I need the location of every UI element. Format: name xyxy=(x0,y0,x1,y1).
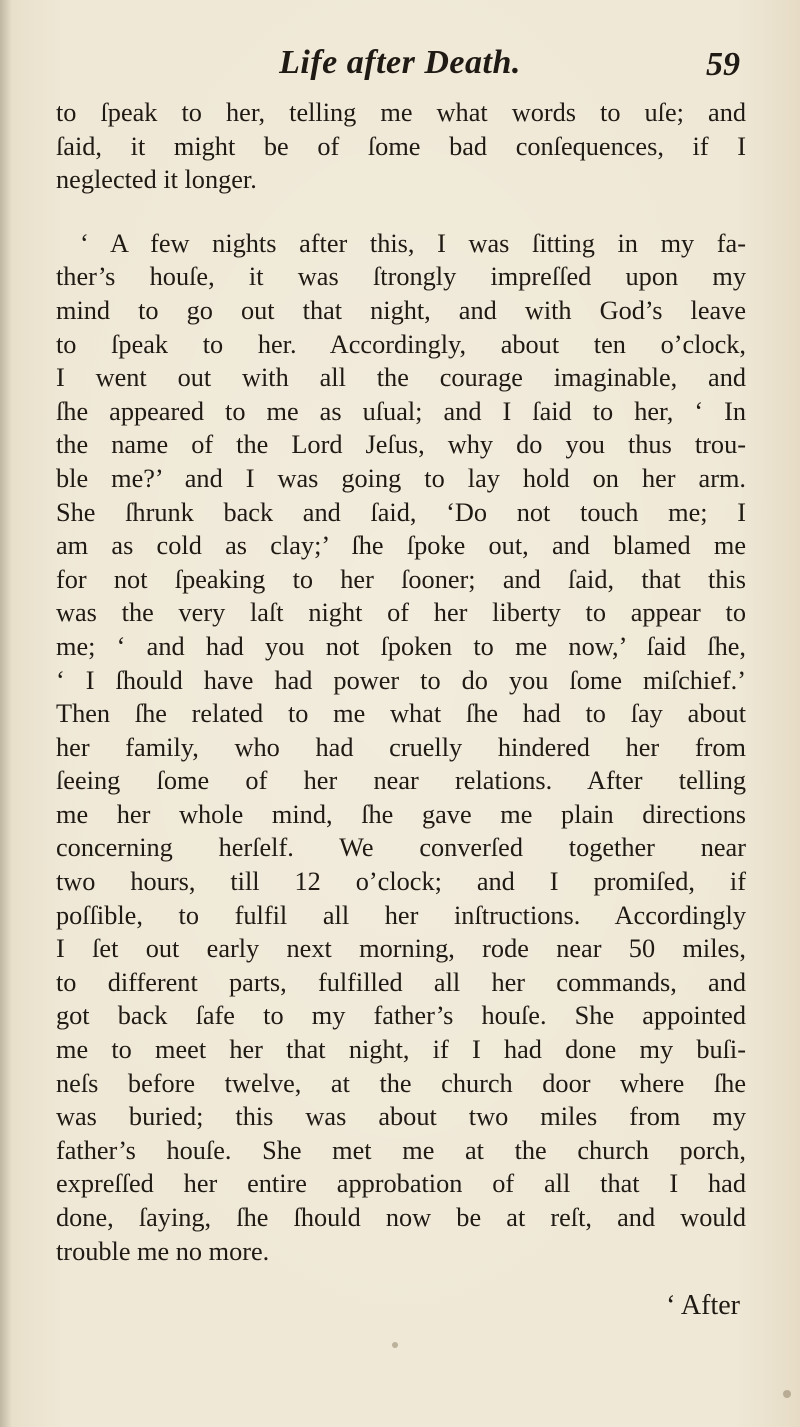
text-line: I ſet out early next morning, rode near 50 miles, xyxy=(56,934,746,964)
text-line: ‘ I ſhould have had power to do you ſome miſchief.’ xyxy=(56,665,746,695)
text-line: to ſpeak to her. Accordingly, about ten o’clock, xyxy=(56,329,746,359)
text-line: Then ſhe related to me what ſhe had to ſay about xyxy=(56,699,746,729)
text-line: to ſpeak to her, telling me what words to uſe; and xyxy=(56,98,746,127)
text-line: me to meet her that night, if I had done my buſi- xyxy=(56,1035,746,1065)
text-line: neſs before twelve, at the church door where ſhe xyxy=(56,1068,746,1098)
text-line: concerning herſelf. We converſed together near xyxy=(56,833,746,863)
text-line: her family, who had cruelly hindered her from xyxy=(56,732,746,762)
text-line: father’s houſe. She met me at the church porch, xyxy=(56,1135,746,1165)
text-line: for not ſpeaking to her ſooner; and ſaid, that this xyxy=(56,564,746,594)
text-line: neglected it longer. xyxy=(56,165,257,195)
text-line: got back ſafe to my father’s houſe. She appointed xyxy=(56,1001,746,1031)
paragraph-2 xyxy=(56,227,746,1268)
catchword: ‘ After xyxy=(666,1290,740,1321)
text-line: trouble me no more. xyxy=(56,1236,270,1266)
page-gutter-shadow xyxy=(0,0,12,1427)
text-line: ‘ A few nights after this, I was ſitting in my fa- xyxy=(80,228,746,258)
text-line: poſſible, to fulfil all her inſtructions. Accordingly xyxy=(56,900,746,930)
text-line: me; ‘ and had you not ſpoken to me now,’ ſaid ſhe, xyxy=(56,631,746,661)
text-line: ſeeing ſome of her near relations. After telling xyxy=(56,766,746,796)
text-line: to different parts, fulfilled all her commands, and xyxy=(56,967,746,997)
body-text xyxy=(56,96,746,1268)
paper-speck xyxy=(783,1390,791,1398)
text-line: was the very laſt night of her liberty to appear to xyxy=(56,598,746,628)
running-head xyxy=(0,44,800,94)
text-line: ther’s houſe, it was ſtrongly impreſſed upon my xyxy=(56,262,746,292)
text-line: am as cold as clay;’ ſhe ſpoke out, and blamed me xyxy=(56,531,746,561)
text-line: done, ſaying, ſhe ſhould now be at reſt, and would xyxy=(56,1203,746,1232)
text-line: me her whole mind, ſhe gave me plain directions xyxy=(56,799,746,829)
paper-speck xyxy=(392,1342,398,1348)
page-number: 59 xyxy=(706,46,740,83)
paragraph-gap xyxy=(56,197,746,227)
text-line: two hours, till 12 o’clock; and I promiſed, if xyxy=(56,867,746,897)
text-line: ſaid, it might be of ſome bad conſequences, if I xyxy=(56,131,746,161)
text-line: ſhe appeared to me as uſual; and I ſaid to her, ‘ In xyxy=(56,396,746,426)
text-line: She ſhrunk back and ſaid, ‘Do not touch me; I xyxy=(56,497,746,527)
text-line: was buried; this was about two miles from my xyxy=(56,1102,746,1132)
text-line: ble me?’ and I was going to lay hold on her arm. xyxy=(56,463,746,493)
text-line: expreſſed her entire approbation of all that I had xyxy=(56,1169,746,1199)
text-line: the name of the Lord Jeſus, why do you thus trou- xyxy=(56,430,746,460)
text-line: mind to go out that night, and with God’s leave xyxy=(56,295,746,325)
text-line: I went out with all the courage imaginable, and xyxy=(56,363,746,393)
running-title: Life after Death. xyxy=(279,44,521,81)
paragraph-1 xyxy=(56,96,746,197)
